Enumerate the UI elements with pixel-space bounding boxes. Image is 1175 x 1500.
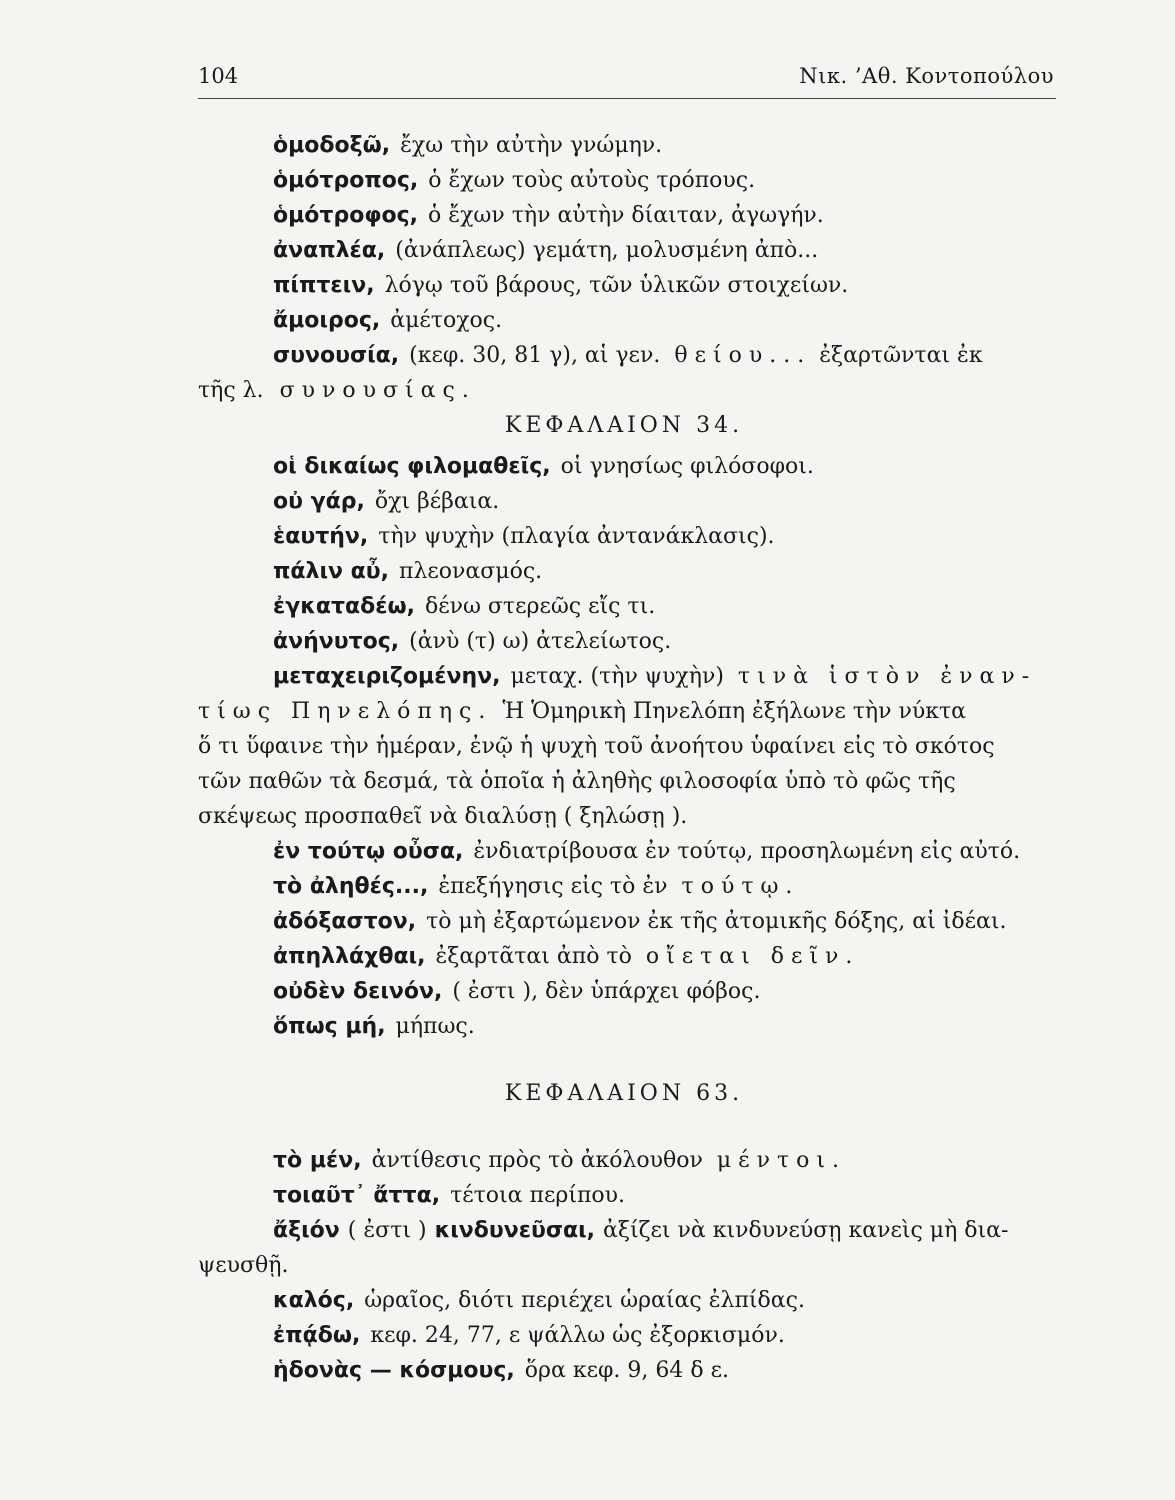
glossary-term: μεταχειριζομένην, <box>273 664 501 689</box>
glossary-entry <box>198 554 1060 589</box>
glossary-term: πίπτειν, <box>273 273 375 298</box>
glossary-entry <box>198 869 1060 904</box>
running-head: Νικ. ’Αθ. Κοντοπούλου <box>799 64 1054 88</box>
spaced-quotation: συνουσίας. <box>279 378 476 403</box>
glossary-parenthetical: ( ἐστι ) <box>347 1218 427 1243</box>
glossary-entry <box>198 268 1060 303</box>
continuation-text: ψευσθῇ. <box>198 1253 289 1278</box>
glossary-definition: (κεφ. 30, 81 γ), αἱ γεν. <box>409 343 661 368</box>
glossary-term: τοιαῦτ᾽ ἄττα, <box>273 1183 441 1208</box>
glossary-term: πάλιν αὖ, <box>273 559 389 584</box>
glossary-definition: ἀμέτοχος. <box>390 308 503 333</box>
page-body <box>198 128 1060 1388</box>
glossary-definition: τὸ μὴ ἐξαρτώμενον ἐκ τῆς ἀτομικῆς δόξης, αἱ ἰδέαι. <box>426 909 1007 934</box>
glossary-definition: ὡραῖος, διότι περιέχει ὡραίας ἐλπίδας. <box>364 1288 805 1313</box>
glossary-entry <box>198 834 1060 869</box>
glossary-entry <box>198 128 1060 163</box>
glossary-term: ὁμότροφος, <box>273 203 419 228</box>
glossary-entry <box>198 519 1060 554</box>
glossary-entry <box>198 939 1060 974</box>
glossary-definition: δένω στερεῶς εἴς τι. <box>424 594 656 619</box>
continuation-text: σκέψεως προσπαθεῖ νὰ διαλύσῃ ( ξηλώσῃ ). <box>198 804 688 829</box>
glossary-term: ἀνήνυτος, <box>273 629 400 654</box>
continuation-line <box>198 1248 1060 1283</box>
continuation-text: τῆς λ. <box>198 378 264 403</box>
continuation-line <box>198 373 1060 408</box>
spaced-quotation: τίως Πηνελόπης. <box>198 699 493 724</box>
spaced-quotation: μέντοι. <box>716 1148 846 1173</box>
glossary-definition: κεφ. 24, 77, ε ψάλλω ὡς ἐξορκισμόν. <box>370 1323 785 1348</box>
glossary-definition: ἔχω τὴν αὐτὴν γνώμην. <box>400 133 663 158</box>
continuation-text: Ἡ Ὁμηρικὴ Πηνελόπη ἐξήλωνε τὴν νύκτα <box>502 699 966 724</box>
glossary-entry <box>198 198 1060 233</box>
page-header <box>198 62 1056 99</box>
spaced-quotation: θείου... <box>674 343 812 368</box>
glossary-definition: ἐνδιατρίβουσα ἐν τούτῳ, προσηλωμένη εἰς αὐτό. <box>473 839 1021 864</box>
glossary-definition: λόγῳ τοῦ βάρους, τῶν ὑλικῶν στοιχείων. <box>384 273 849 298</box>
glossary-definition: πλεονασμός. <box>398 559 543 584</box>
continuation-line <box>198 799 1060 834</box>
glossary-term: ὁμοδοξῶ, <box>273 133 391 158</box>
glossary-definition: μεταχ. (τὴν ψυχὴν) <box>510 664 724 689</box>
glossary-term: ὁμότροπος, <box>273 168 419 193</box>
glossary-definition: ὁ ἔχων τοὺς αὐτοὺς τρόπους. <box>428 168 756 193</box>
glossary-entry <box>198 624 1060 659</box>
glossary-entry <box>198 1009 1060 1044</box>
continuation-line <box>198 694 1060 729</box>
glossary-term: ἐπᾴδω, <box>273 1323 361 1348</box>
glossary-term: ἀναπλέα, <box>273 238 386 263</box>
glossary-term: καλός, <box>273 1288 355 1313</box>
glossary-term: ἐν τούτῳ οὖσα, <box>273 839 464 864</box>
glossary-term: ἐγκαταδέω, <box>273 594 415 619</box>
spaced-quotation: τούτῳ. <box>681 874 800 899</box>
glossary-definition: οἱ γνησίως φιλόσοφοι. <box>560 454 814 479</box>
spaced-quotation: οἴεται δεῖν. <box>645 944 860 969</box>
continuation-line <box>198 764 1060 799</box>
glossary-entry <box>198 484 1060 519</box>
glossary-entry <box>198 233 1060 268</box>
chapter-heading-34: ΚΕΦΑΛΑΙΟΝ 34. <box>504 413 744 438</box>
page-number: 104 <box>198 64 239 88</box>
glossary-term: ἄμοιρος, <box>273 308 381 333</box>
glossary-term: ἀπηλλάχθαι, <box>273 944 426 969</box>
glossary-term: τὸ ἀληθές..., <box>273 874 429 899</box>
glossary-entry-metacheir <box>198 659 1060 694</box>
glossary-term: οὐδὲν δεινόν, <box>273 979 443 1004</box>
glossary-definition: ὄχι βέβαια. <box>374 489 500 514</box>
glossary-entry <box>198 974 1060 1009</box>
glossary-entry <box>198 589 1060 624</box>
glossary-entry <box>198 1143 1060 1178</box>
glossary-definition: ἐπεξήγησις εἰς τὸ ἐν <box>438 874 668 899</box>
glossary-definition: ἀξίζει νὰ κινδυνεύσῃ κανεὶς μὴ δια- <box>603 1218 1009 1243</box>
glossary-term: οἱ δικαίως φιλομαθεῖς, <box>273 454 551 479</box>
glossary-entry <box>198 163 1060 198</box>
glossary-definition: ἀντίθεσις πρὸς τὸ ἀκόλουθον <box>371 1148 703 1173</box>
glossary-term: ὅπως μή, <box>273 1014 386 1039</box>
glossary-entry <box>198 1353 1060 1388</box>
spaced-quotation: τινὰ ἱστὸν ἐναν- <box>737 664 1037 689</box>
glossary-definition: μήπως. <box>395 1014 475 1039</box>
glossary-definition: τὴν ψυχὴν (πλαγία ἀντανάκλασις). <box>378 524 775 549</box>
glossary-definition: τέτοια περίπου. <box>450 1183 626 1208</box>
glossary-term: τὸ μέν, <box>273 1148 362 1173</box>
glossary-term: ἄξιόν <box>273 1218 340 1243</box>
glossary-term: ἀδόξαστον, <box>273 909 417 934</box>
continuation-text: τῶν παθῶν τὰ δεσμά, τὰ ὁποῖα ἡ ἀληθὴς φιλοσοφία ὑπὸ τὸ φῶς τῆς <box>198 769 956 794</box>
glossary-entry-axion <box>198 1213 1060 1248</box>
chapter-heading-63: ΚΕΦΑΛΑΙΟΝ 63. <box>504 1081 744 1106</box>
glossary-definition: ( ἐστι ), δὲν ὑπάρχει φόβος. <box>452 979 761 1004</box>
glossary-term: συνουσία, <box>273 343 400 368</box>
glossary-entry-synousia <box>198 338 1060 373</box>
glossary-entry <box>198 1318 1060 1353</box>
glossary-definition: ὅρα κεφ. 9, 64 δ ε. <box>524 1358 729 1383</box>
glossary-entry <box>198 904 1060 939</box>
glossary-term: ἑαυτήν, <box>273 524 369 549</box>
glossary-term: ἡδονὰς — κόσμους, <box>273 1358 515 1383</box>
glossary-definition: ὁ ἔχων τὴν αὐτὴν δίαιταν, ἀγωγήν. <box>428 203 824 228</box>
glossary-entry <box>198 1283 1060 1318</box>
glossary-entry <box>198 303 1060 338</box>
glossary-term: οὐ γάρ, <box>273 489 365 514</box>
glossary-term: κινδυνεῦσαι, <box>434 1218 596 1243</box>
continuation-line <box>198 729 1060 764</box>
glossary-definition-end: ἐξαρτῶνται ἐκ <box>819 343 983 368</box>
continuation-text: ὅ τι ὕφαινε τὴν ἡμέραν, ἐνῷ ἡ ψυχὴ τοῦ ἀνοήτου ὑφαίνει εἰς τὸ σκότος <box>198 734 995 759</box>
glossary-definition: ἐξαρτᾶται ἀπὸ τὸ <box>435 944 632 969</box>
glossary-entry <box>198 1178 1060 1213</box>
glossary-definition: (ἀνὺ (τ) ω) ἀτελείωτος. <box>409 629 672 654</box>
glossary-definition: (ἀνάπλεως) γεμάτη, μολυσμένη ἀπὸ... <box>395 238 819 263</box>
glossary-entry <box>198 449 1060 484</box>
